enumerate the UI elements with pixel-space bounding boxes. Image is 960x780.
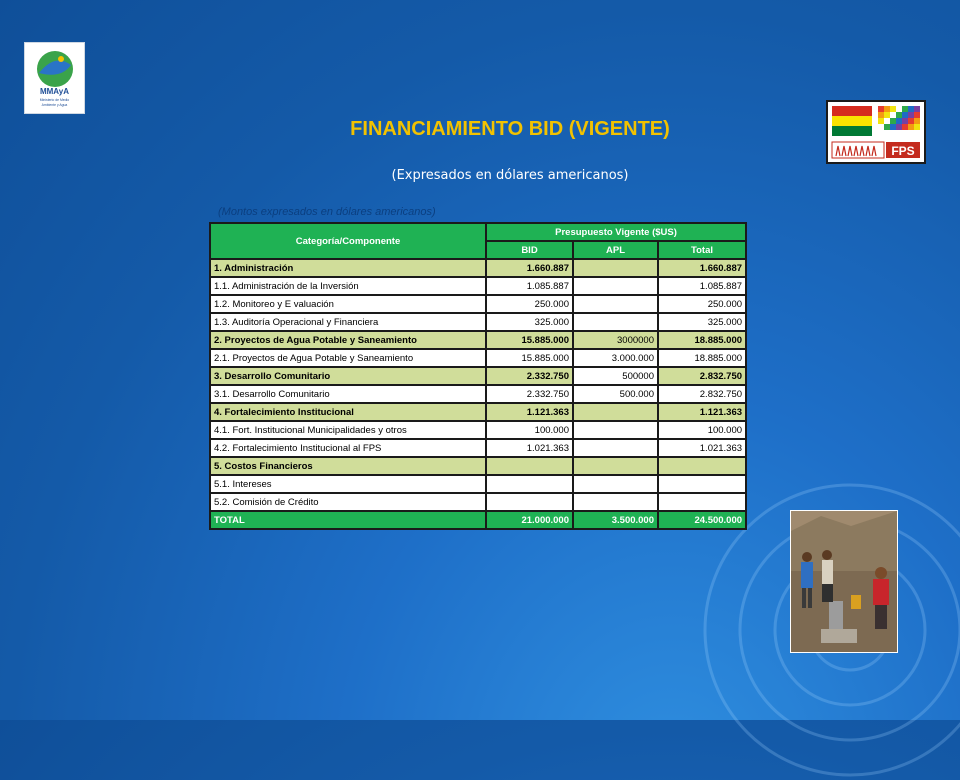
total-row <box>210 511 746 529</box>
row-total: 1.660.887 <box>658 259 746 277</box>
mmaya-logo-sub1: Ministerio de Medio <box>39 98 70 102</box>
row-apl <box>573 439 658 457</box>
row-bid: 250.000 <box>486 295 573 313</box>
row-apl <box>573 277 658 295</box>
row-total <box>658 475 746 493</box>
row-apl: 3000000 <box>573 331 658 349</box>
table-row <box>210 439 746 457</box>
row-bid <box>486 475 573 493</box>
row-label: 4.2. Fortalecimiento Institucional al FPS <box>210 439 486 457</box>
row-label: 5. Costos Financieros <box>210 457 486 475</box>
row-apl <box>573 493 658 511</box>
table-row <box>210 403 746 421</box>
table-row <box>210 259 746 277</box>
row-bid: 1.021.363 <box>486 439 573 457</box>
apl-column-header: APL <box>573 241 658 259</box>
mmaya-logo-text: MMAyA <box>39 87 70 96</box>
row-total: 18.885.000 <box>658 349 746 367</box>
table-row <box>210 421 746 439</box>
row-total: 100.000 <box>658 421 746 439</box>
row-bid: 1.085.887 <box>486 277 573 295</box>
table-row <box>210 475 746 493</box>
row-total <box>658 493 746 511</box>
budget-table <box>209 222 747 530</box>
table-row <box>210 295 746 313</box>
total-bid: 21.000.000 <box>486 511 573 529</box>
table-header-row <box>210 223 746 241</box>
mmaya-logo-sub2: Ambiente y Agua <box>41 103 68 107</box>
row-label: 3. Desarrollo Comunitario <box>210 367 486 385</box>
table-row <box>210 277 746 295</box>
row-bid: 1.660.887 <box>486 259 573 277</box>
row-label: 1.1. Administración de la Inversión <box>210 277 486 295</box>
mmaya-logo <box>24 42 85 114</box>
row-apl <box>573 457 658 475</box>
row-label: 5.2. Comisión de Crédito <box>210 493 486 511</box>
amounts-note: (Montos expresados en dólares americanos) <box>218 206 436 218</box>
row-total <box>658 457 746 475</box>
row-label: 2.1. Proyectos de Agua Potable y Saneamiento <box>210 349 486 367</box>
budget-header: Presupuesto Vigente ($US) <box>486 223 746 241</box>
table-row <box>210 367 746 385</box>
row-total: 2.832.750 <box>658 385 746 403</box>
row-bid: 15.885.000 <box>486 349 573 367</box>
row-total: 325.000 <box>658 313 746 331</box>
row-label: 3.1. Desarrollo Comunitario <box>210 385 486 403</box>
row-total: 18.885.000 <box>658 331 746 349</box>
row-bid: 15.885.000 <box>486 331 573 349</box>
total-column-header: Total <box>658 241 746 259</box>
table-row <box>210 313 746 331</box>
row-total: 250.000 <box>658 295 746 313</box>
row-bid <box>486 493 573 511</box>
row-label: 5.1. Intereses <box>210 475 486 493</box>
row-bid: 1.121.363 <box>486 403 573 421</box>
row-total: 1.085.887 <box>658 277 746 295</box>
table-row <box>210 493 746 511</box>
row-bid: 2.332.750 <box>486 367 573 385</box>
table-row <box>210 385 746 403</box>
row-label: 1.3. Auditoría Operacional y Financiera <box>210 313 486 331</box>
row-apl <box>573 313 658 331</box>
total-total: 24.500.000 <box>658 511 746 529</box>
row-label: 4. Fortalecimiento Institucional <box>210 403 486 421</box>
row-label: 4.1. Fort. Institucional Municipalidades y otros <box>210 421 486 439</box>
row-apl <box>573 295 658 313</box>
row-total: 1.121.363 <box>658 403 746 421</box>
row-apl <box>573 421 658 439</box>
row-total: 2.832.750 <box>658 367 746 385</box>
table-row <box>210 349 746 367</box>
row-bid <box>486 457 573 475</box>
bid-column-header: BID <box>486 241 573 259</box>
row-label: 2. Proyectos de Agua Potable y Saneamiento <box>210 331 486 349</box>
fps-logo-text: FPS <box>891 144 915 158</box>
row-apl <box>573 403 658 421</box>
row-apl: 500000 <box>573 367 658 385</box>
row-apl <box>573 259 658 277</box>
row-label: 1.2. Monitoreo y E valuación <box>210 295 486 313</box>
page-subtitle: (Expresados en dólares americanos) <box>391 168 629 183</box>
row-apl: 500.000 <box>573 385 658 403</box>
total-apl: 3.500.000 <box>573 511 658 529</box>
total-label: TOTAL <box>210 511 486 529</box>
table-row <box>210 331 746 349</box>
row-bid: 2.332.750 <box>486 385 573 403</box>
row-apl: 3.000.000 <box>573 349 658 367</box>
row-total: 1.021.363 <box>658 439 746 457</box>
table-row <box>210 457 746 475</box>
row-bid: 100.000 <box>486 421 573 439</box>
page-title: FINANCIAMIENTO BID (VIGENTE) <box>350 118 670 140</box>
row-bid: 325.000 <box>486 313 573 331</box>
row-label: 1. Administración <box>210 259 486 277</box>
community-water-photo <box>790 510 898 653</box>
category-header: Categoría/Componente <box>210 223 486 259</box>
row-apl <box>573 475 658 493</box>
